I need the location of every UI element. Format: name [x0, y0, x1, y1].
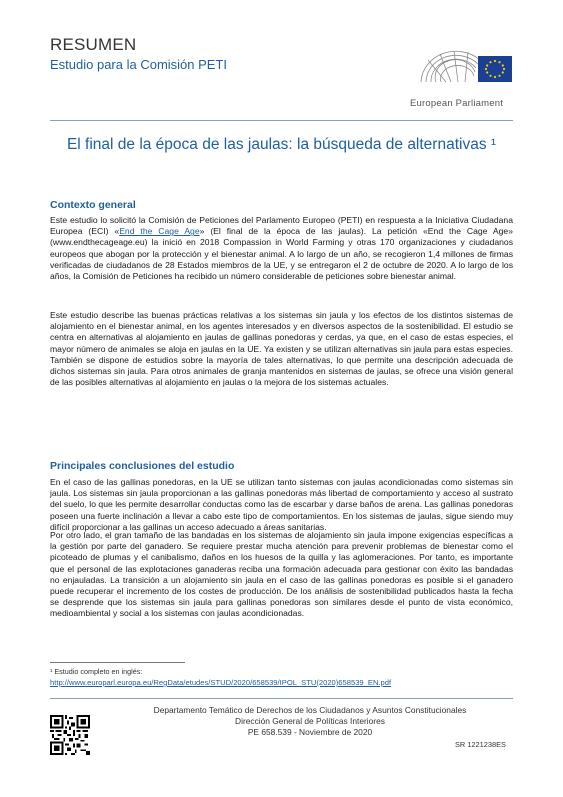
document-reference: SR 1221238ES [455, 740, 506, 749]
european-parliament-label: European Parliament [410, 98, 504, 109]
header-divider [50, 120, 513, 121]
footnote-divider [50, 662, 185, 663]
paragraph-conclusions-2: Por otro lado, el gran tamaño de las bandadas en los sistemas de alojamiento sin jaula impone exigencias específicas a la gestión por parte del ganadero. Se requiere prestar mucha atención para prevenir problemas de bienestar como el picoteado de plumas y el canibalismo, daños en los huesos de la quilla y las aglomeraciones. Por tanto, es importante que el personal de las explotaciones ganaderas reciba una formación adecuada para gestionar con éxito las bandadas no enjauladas. La transición a un alojamiento sin jaula en el caso de las gallinas ponedoras es posible si el ganadero puede recuperar el incremento de los costes de producción. De los análisis de sostenibilidad publicados hasta la fecha se desprende que los sistemas sin jaula para gallinas ponedoras son similares desde el punto de vista económico, medioambiental y social a los sistemas con jaulas acondicionadas. [50, 530, 513, 619]
european-parliament-logo [418, 42, 513, 92]
footer-department: Departamento Temático de Derechos de los Ciudadanos y Asuntos Constitucionales [153, 705, 467, 715]
paragraph-context-2: Este estudio describe las buenas prácticas relativas a los sistemas sin jaula y los efectos de los distintos sistemas de alojamiento en el bienestar animal, en los agentes interesados y en diversos aspectos de la sostenibilidad. El estudio se centra en alternativas al alojamiento en jaulas de gallinas ponedoras y cerdas, ya que, en el caso de estas especies, el mayor número de animales se aloja en jaulas en la UE. Ya existen y se utilizan alternativas sin jaula para estas especies. También se dispone de estudios sobre la mayoría de tales alternativas, lo que permite una descripción adecuada de dichos sistemas sin jaula. Para otros animales de granja mantenidos en sistemas de jaulas, se ofrece una visión general de las posibles alternativas al alojamiento en jaulas o la mejora de los sistemas actuales. [50, 310, 513, 388]
eci-link[interactable]: End the Cage Age [119, 226, 200, 237]
qr-code [50, 715, 90, 755]
document-title: El final de la época de las jaulas: la búsqueda de alternativas ¹ [66, 136, 497, 153]
paragraph-conclusions-1: En el caso de las gallinas ponedoras, en la UE se utilizan tanto sistemas con jaulas acondicionadas como sistemas sin jaula. Los sistemas sin jaula proporcionan a las gallinas ponedoras más libertad de comportamiento y acceso al sustrato del suelo, lo que les permite desarrollar conductas como las de escarbar y darse baños de arena. Las gallinas ponedoras poseen una fuerte inclinación a llevar a cabo este tipo de comportamientos. En los sistemas de jaulas, sigue siendo muy difícil proporcionar a las gallinas un acceso adecuado a áreas sanitarias. [50, 477, 513, 532]
footer-directorate: Dirección General de Políticas Interiores [235, 716, 385, 726]
section-heading-context: Contexto general [50, 199, 136, 211]
footnote-study-link[interactable]: http://www.europarl.europa.eu/RegData/etudes/STUD/2020/658539/IPOL_STU(2020)658539_EN.pdf [50, 678, 392, 687]
footnote-label: ¹ Estudio completo en inglés: [50, 667, 143, 676]
section-heading-conclusions: Principales conclusiones del estudio [50, 460, 235, 472]
paragraph-text: » (El final de la época de las jaulas). La petición «End the Cage Age» (www.endthecageage.eu) la inició en 2018 Compassion in World Farming y otras 170 organizaciones y ciudadanos europeos que abogan por la protección y el bienestar animal. A lo largo de un año, se recogieron 1,4 millones de firmas verificadas de ciudadanos de 28 Estados miembros de la UE, y se entregaron el 2 de octubre de 2020. A lo largo de los años, la Comisión de Peticiones ha recibido un número considerable de peticiones sobre bienestar animal. [50, 226, 513, 282]
paragraph-text: Este estudio lo solicitó la Comisión de Peticiones del Parlamento Europeo (PETI) en respuesta a la Iniciativa Ciudadana Europea (ECI) « [50, 215, 513, 237]
study-subtitle: Estudio para la Comisión PETI [50, 57, 228, 72]
footer-divider [50, 698, 513, 699]
footer-reference-date: PE 658.539 - Noviembre de 2020 [247, 727, 373, 737]
paragraph-context-1 [50, 215, 513, 282]
summary-label: RESUMEN [50, 35, 137, 54]
